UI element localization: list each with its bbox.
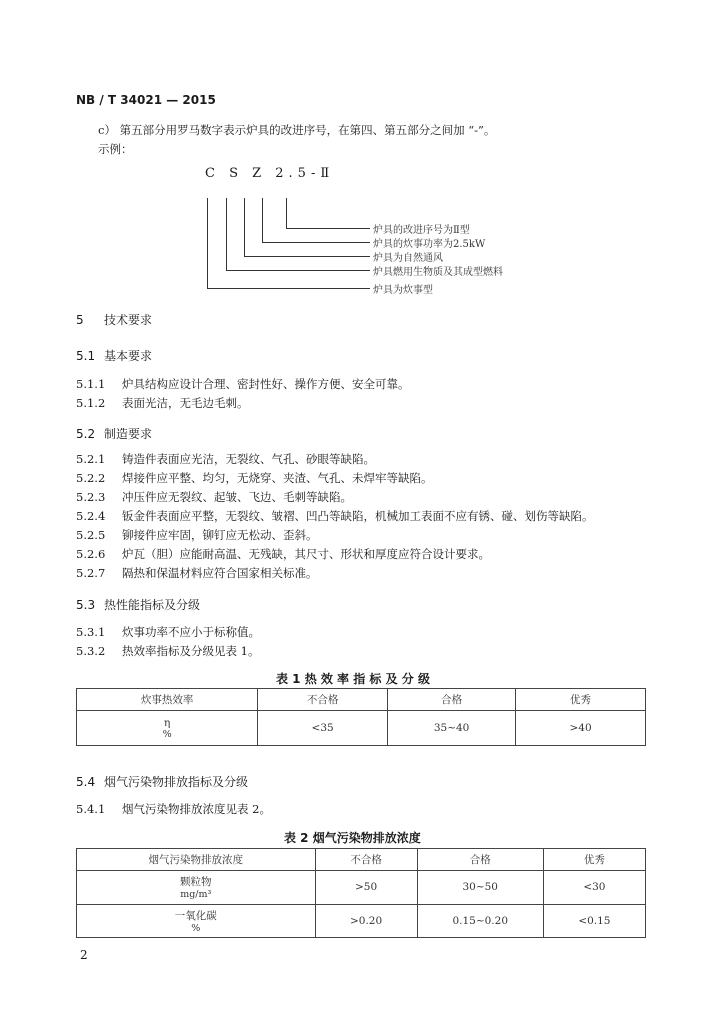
clause-item: 5.2.4 钣金件表面应平整，无裂纹、皱褶、凹凸等缺陷，机械加工表面不应有锈、碰、划伤等缺陷。 [76, 509, 594, 523]
section-5-heading [76, 311, 152, 328]
table-header-cell: 炊事热效率 [77, 689, 258, 711]
table-header-cell: 优秀 [543, 849, 645, 871]
clause-item: 5.1.2 表面光洁，无毛边毛刺。 [76, 396, 249, 410]
table-2 [76, 848, 646, 938]
section-number: 5 [76, 313, 84, 327]
section-title: 热性能指标及分级 [104, 598, 201, 612]
section-5-2-heading [76, 425, 152, 442]
section-5-4-heading [76, 773, 248, 790]
table-cell: <30 [543, 871, 645, 905]
example-code: C S Z 2.5-Ⅱ [205, 166, 335, 181]
table-cell: <35 [258, 711, 388, 746]
clause-item: 5.3.2 热效率指标及分级见表 1。 [76, 644, 260, 658]
section-title: 技术要求 [104, 313, 153, 327]
table-header-cell: 优秀 [516, 689, 646, 711]
table-cell: >40 [516, 711, 646, 746]
section-number: 5.3 [76, 598, 96, 612]
section-number: 5.4 [76, 775, 96, 789]
section-title: 烟气污染物排放指标及分级 [104, 775, 249, 789]
table-1 [76, 688, 646, 746]
clause-item: 5.2.6 炉瓦（胆）应能耐高温、无残缺，其尺寸、形状和厚度应符合设计要求。 [76, 547, 490, 561]
legend-item: 炉具燃用生物质及其成型燃料 [373, 267, 503, 278]
clause-item: 5.4.1 烟气污染物排放浓度见表 2。 [76, 802, 271, 816]
table-header-cell: 合格 [388, 689, 516, 711]
standard-number-header: NB / T 34021 — 2015 [76, 93, 216, 107]
clause-item: 5.2.5 铆接件应牢固，铆钉应无松动、歪斜。 [76, 528, 318, 542]
example-label: 示例： [98, 142, 133, 156]
table-row [77, 871, 646, 905]
table-cell: >50 [315, 871, 417, 905]
table-2-caption: 表 2 烟气污染物排放浓度 [284, 831, 421, 845]
table-row-label: 一氧化碳 % [77, 904, 316, 938]
legend-item: 炉具为自然通风 [373, 253, 443, 264]
section-5-3-heading [76, 596, 200, 613]
clause-item: 5.2.1 铸造件表面应光洁，无裂纹、气孔、砂眼等缺陷。 [76, 452, 375, 466]
table-header-cell: 不合格 [258, 689, 388, 711]
page-number: 2 [80, 948, 88, 962]
table-row [77, 904, 646, 938]
section-title: 基本要求 [104, 349, 153, 363]
table-header-cell: 不合格 [315, 849, 417, 871]
table-row-label: η % [77, 711, 258, 746]
table-header-row [77, 689, 646, 711]
legend-item: 炉具为炊事型 [373, 285, 433, 296]
table-cell: <0.15 [543, 904, 645, 938]
clause-item: 5.3.1 炊事功率不应小于标称值。 [76, 625, 260, 639]
table-cell: >0.20 [315, 904, 417, 938]
section-number: 5.2 [76, 427, 96, 441]
table-1-caption: 表 1 热 效 率 指 标 及 分 级 [276, 672, 430, 686]
clause-item: 5.2.7 隔热和保温材料应符合国家相关标准。 [76, 566, 318, 580]
table-cell: 30~50 [417, 871, 543, 905]
section-number: 5.1 [76, 349, 96, 363]
table-header-row [77, 849, 646, 871]
table-row-label: 颗粒物 mg/m³ [77, 871, 316, 905]
clause-item: 5.1.1 炉具结构应设计合理、密封性好、操作方便、安全可靠。 [76, 377, 410, 391]
clause-item: 5.2.3 冲压件应无裂纹、起皱、飞边、毛刺等缺陷。 [76, 490, 352, 504]
clause-c-text: c） 第五部分用罗马数字表示炉具的改进序号，在第四、第五部分之间加 “-”。 [98, 123, 496, 137]
table-cell: 0.15~0.20 [417, 904, 543, 938]
table-header-cell: 烟气污染物排放浓度 [77, 849, 316, 871]
table-row [77, 711, 646, 746]
table-cell: 35~40 [388, 711, 516, 746]
legend-item: 炉具的改进序号为Ⅱ型 [373, 225, 470, 236]
clause-item: 5.2.2 焊接件应平整、均匀，无烧穿、夹渣、气孔、未焊牢等缺陷。 [76, 471, 433, 485]
section-title: 制造要求 [104, 427, 153, 441]
legend-item: 炉具的炊事功率为2.5kW [373, 239, 486, 250]
table-header-cell: 合格 [417, 849, 543, 871]
section-5-1-heading [76, 347, 152, 364]
